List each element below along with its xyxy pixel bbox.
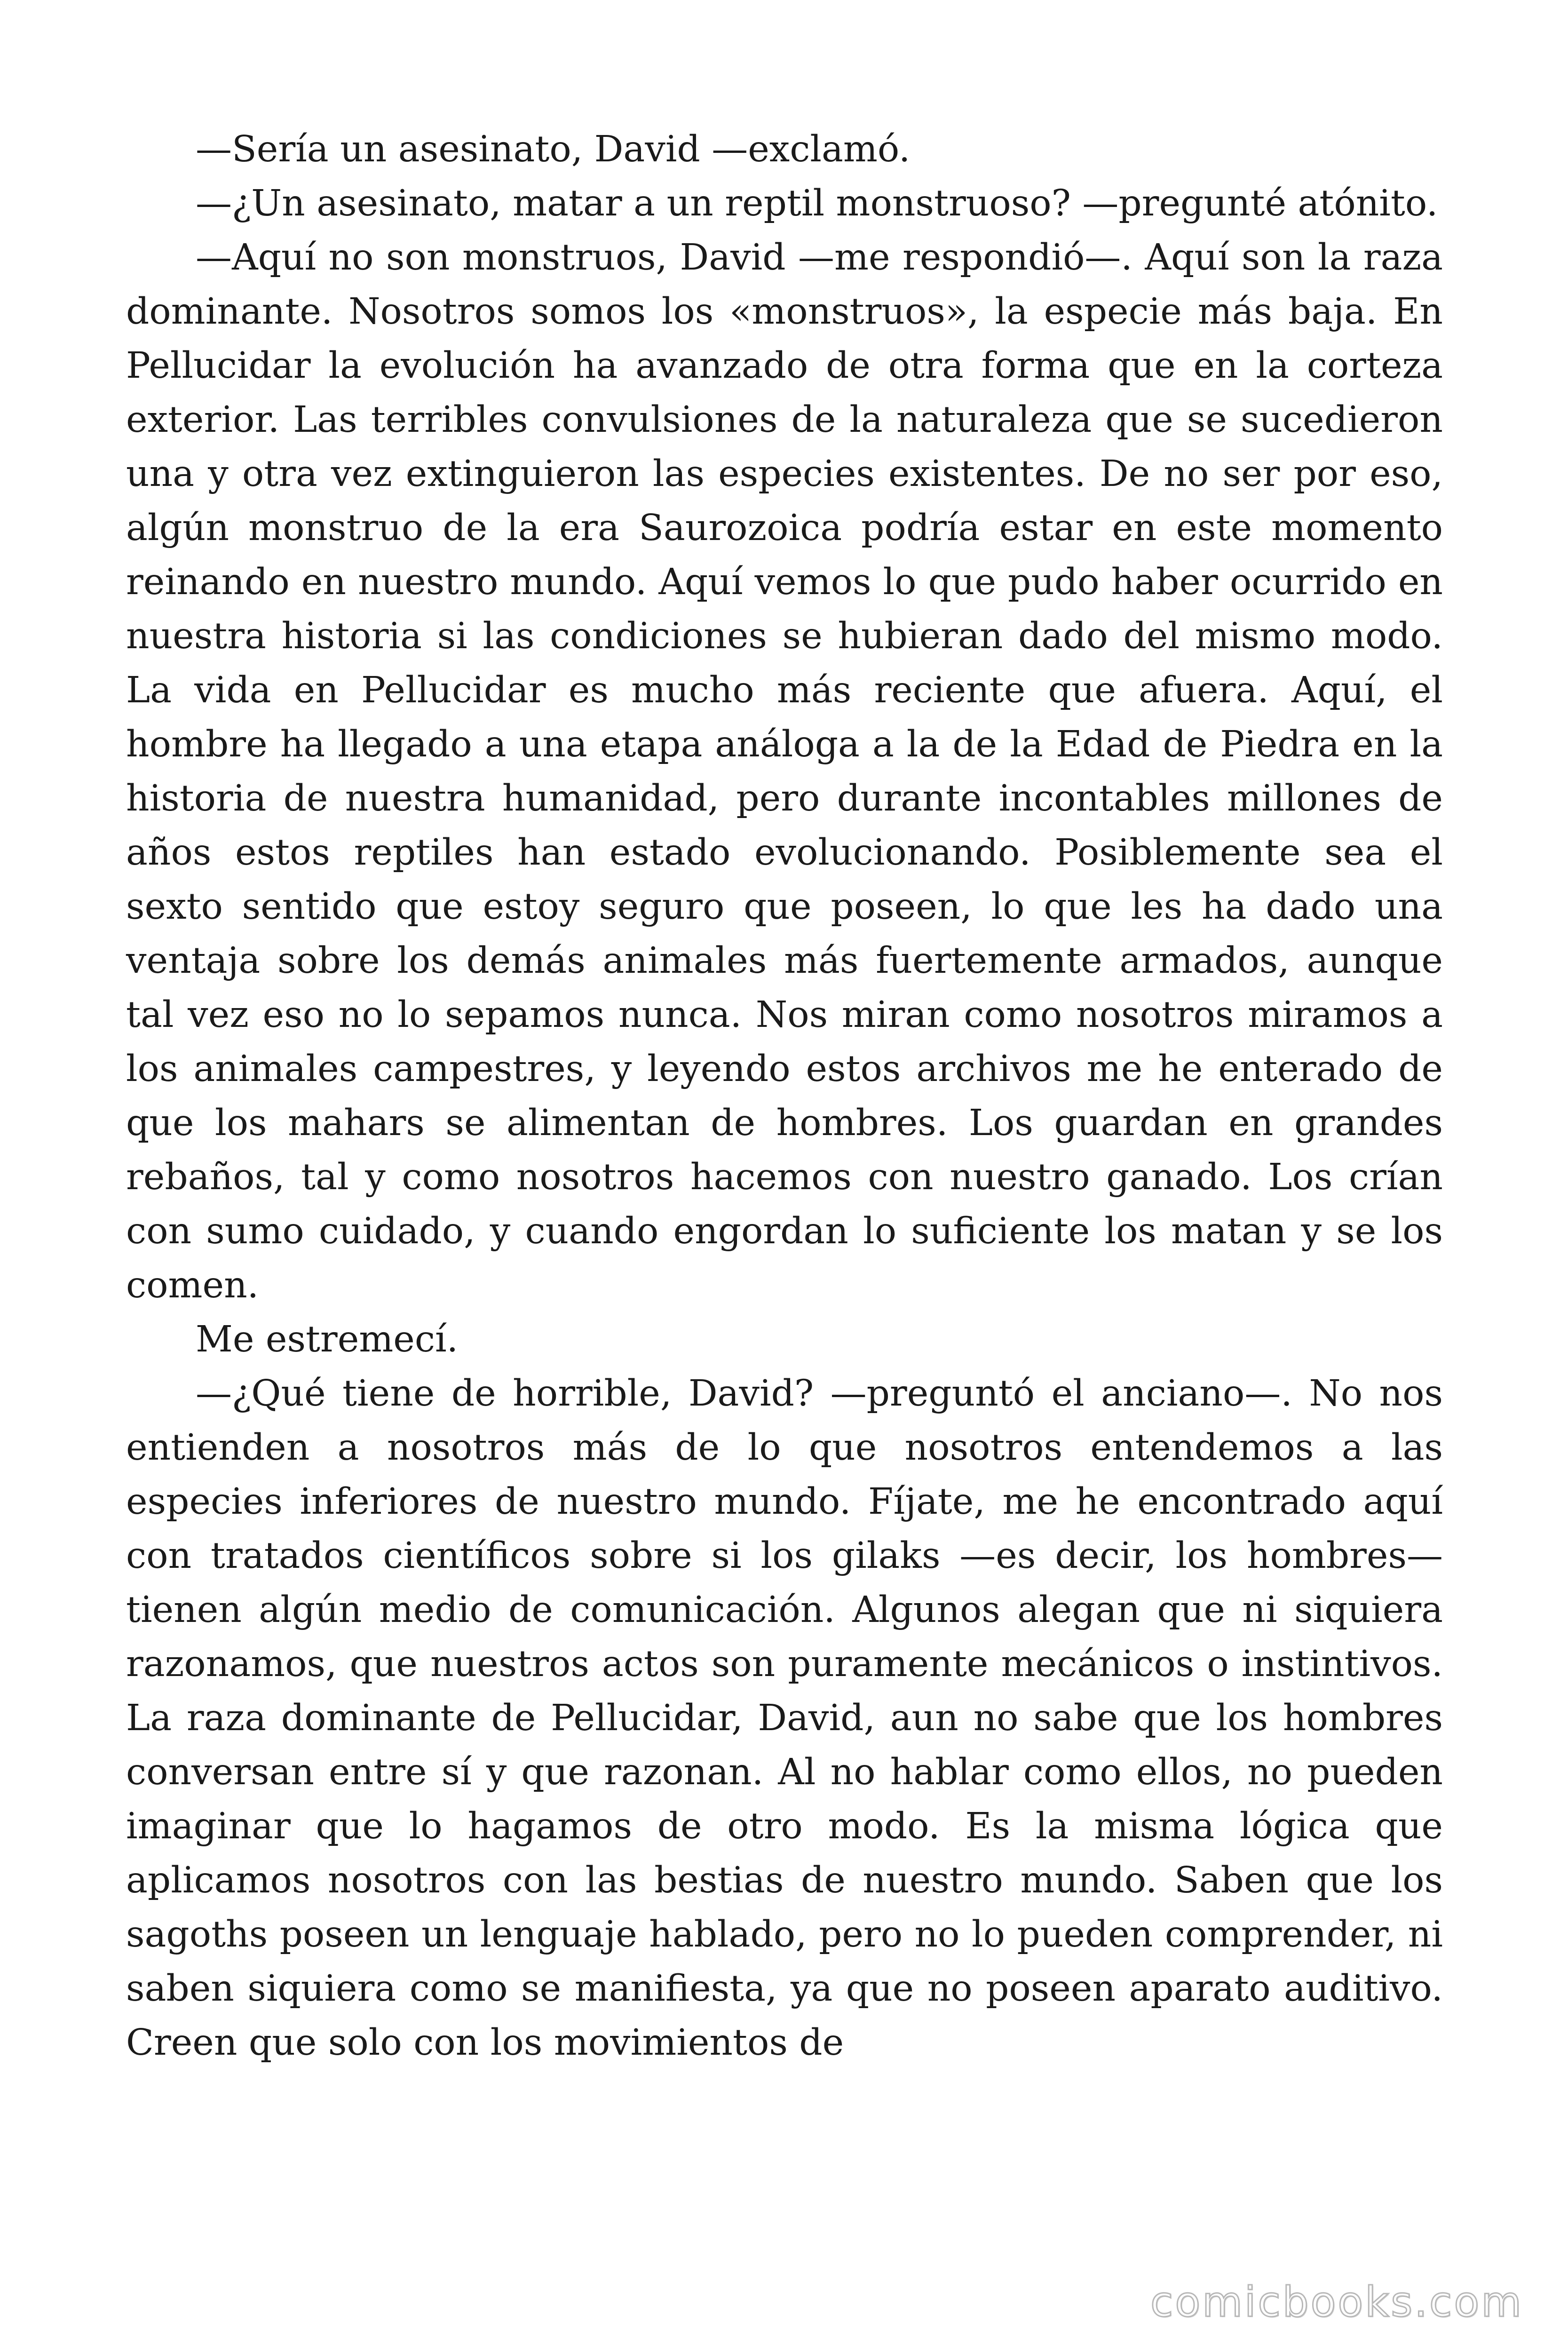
paragraph: —Aquí no son monstruos, David —me respondió—. Aquí son la raza dominante. Nosotros somos los «monstruos», la especie más baja. En Pellucidar la evolución ha avanzado de otra forma que en la corteza exterior. Las terribles convulsiones de la naturaleza que se sucedieron una y otra vez extinguieron las especies existentes. De no ser por eso, algún monstruo de la era Saurozoica podría estar en este momento reinando en nuestro mundo. Aquí vemos lo que pudo haber ocurrido en nuestra historia si las condiciones se hubieran dado del mismo modo. La vida en Pellucidar es mucho más reciente que afuera. Aquí, el hombre ha llegado a una etapa análoga a la de la Edad de Piedra en la historia de nuestra humanidad, pero durante incontables millones de años estos reptiles han estado evolucionando. Posiblemente sea el sexto sentido que estoy seguro que poseen, lo que les ha dado una ventaja sobre los demás animales más fuertemente armados, aunque tal vez eso no lo sepamos nunca. Nos miran como nosotros miramos a los animales campestres, y leyendo estos archivos me he enterado de que los mahars se alimentan de hombres. Los guardan en grandes rebaños, tal y como nosotros hacemos con nuestro ganado. Los crían con sumo cuidado, y cuando engordan lo suficiente los matan y se los comen.: [126, 237, 1443, 1306]
page-body: [126, 122, 1443, 2070]
paragraph: —Sería un asesinato, David —exclamó.: [196, 128, 911, 170]
paragraph: Me estremecí.: [196, 1319, 459, 1360]
paragraph: —¿Un asesinato, matar a un reptil monstruoso? —pregunté atónito.: [196, 183, 1438, 224]
paragraph: —¿Qué tiene de horrible, David? —preguntó el anciano—. No nos entienden a nosotros más de lo que nosotros entendemos a las especies inferiores de nuestro mundo. Fíjate, me he encontrado aquí con tratados científicos sobre si los gilaks —es decir, los hombres— tienen algún medio de comunicación. Algunos alegan que ni siquiera razonamos, que nuestros actos son puramente mecánicos o instintivos. La raza dominante de Pellucidar, David, aun no sabe que los hombres conversan entre sí y que razonan. Al no hablar como ellos, no pueden imaginar que lo hagamos de otro modo. Es la misma lógica que aplicamos nosotros con las bestias de nuestro mundo. Saben que los sagoths poseen un lenguaje hablado, pero no lo pueden comprender, ni saben siquiera como se manifiesta, ya que no poseen aparato auditivo. Creen que solo con los movimientos de: [126, 1373, 1443, 2064]
watermark: comicbooks.com: [1150, 2278, 1523, 2326]
